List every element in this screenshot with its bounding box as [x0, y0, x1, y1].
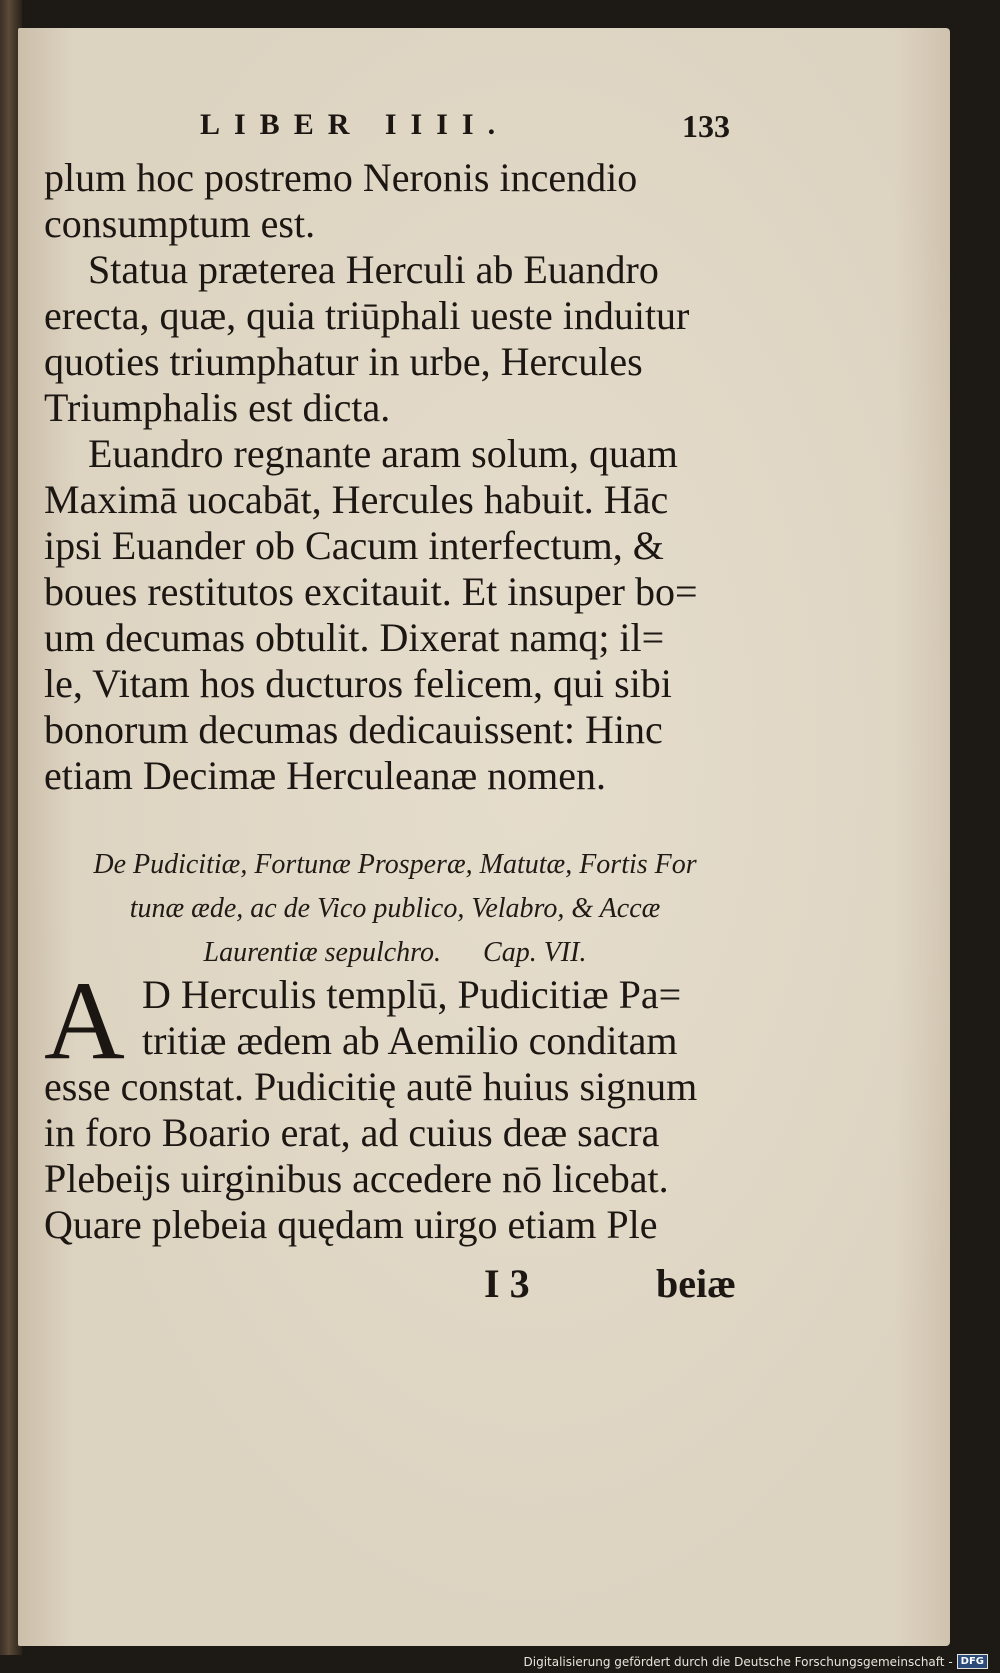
text-line: Euandro regnante aram solum, quam	[88, 431, 678, 476]
text-line: Statua præterea Herculi ab Euandro	[88, 247, 659, 292]
text-line: esse constat. Pudicitię autē huius signum	[44, 1064, 698, 1109]
text-line: Triumphalis est dicta.	[44, 385, 391, 430]
page-number: 133	[682, 108, 730, 144]
text-line: quoties triumphatur in urbe, Hercules	[44, 339, 643, 384]
drop-cap: A	[44, 959, 125, 1083]
digitization-credit	[524, 1654, 989, 1669]
text-line: etiam Decimæ Herculeanæ nomen.	[44, 753, 607, 798]
text-line: plum hoc postremo Neronis incendio	[44, 155, 638, 200]
text-line: bonorum decumas dedicauissent: Hinc	[44, 707, 663, 752]
page-footer	[44, 1260, 736, 1306]
text-line: erecta, quæ, quia triūphali ueste induitur	[44, 293, 690, 338]
chapter-heading-line: tunæ æde, ac de Vico publico, Velabro, & Accæ	[129, 893, 661, 924]
chapter-heading	[60, 843, 730, 975]
main-paragraph	[44, 155, 744, 799]
text-line: D Herculis templū, Pudicitiæ Pa=	[142, 972, 682, 1017]
text-line: le, Vitam hos ducturos felicem, qui sibi	[44, 661, 672, 706]
text-line: boues restitutos excitauit. Et insuper bo=	[44, 569, 698, 614]
chapter-text	[44, 959, 744, 1248]
text-line: ipsi Euander ob Cacum interfectum, &	[44, 523, 664, 568]
text-line: um decumas obtulit. Dixerat namq; il=	[44, 615, 665, 660]
text-line: Quare plebeia quędam uirgo etiam Ple	[44, 1202, 658, 1247]
running-head	[200, 108, 730, 152]
text-line: Plebeijs uirginibus accedere nō licebat.	[44, 1156, 669, 1201]
text-line: in foro Boario erat, ad cuius deæ sacra	[44, 1110, 660, 1155]
text-line: Maximā uocabāt, Hercules habuit. Hāc	[44, 477, 669, 522]
running-head-title: LIBER IIII.	[200, 108, 510, 141]
text-line: consumptum est.	[44, 201, 316, 246]
signature-mark: I 3	[484, 1261, 530, 1306]
catchword: beiæ	[656, 1261, 736, 1306]
credit-text: Digitalisierung gefördert durch die Deutsche Forschungsgemeinschaft -	[523, 1654, 953, 1669]
text-line: tritiæ ædem ab Aemilio conditam	[142, 1018, 678, 1063]
chapter-heading-line: De Pudicitiæ, Fortunæ Prosperæ, Matutæ, Fortis For	[93, 849, 697, 880]
chapter-heading-line: Laurentiæ sepulchro. Cap. VII.	[203, 937, 587, 968]
dfg-logo: DFG	[957, 1654, 988, 1669]
